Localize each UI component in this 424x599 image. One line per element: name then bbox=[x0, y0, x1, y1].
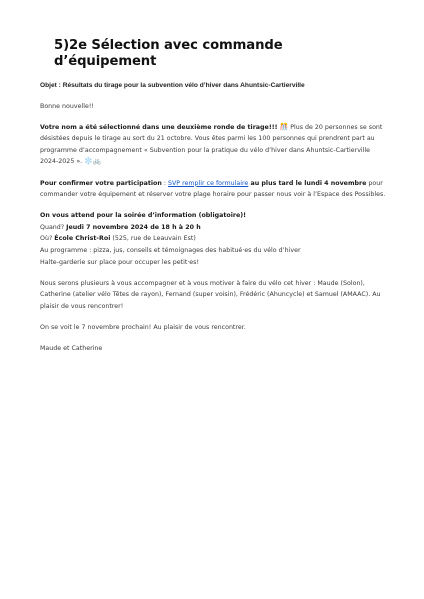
where-value: École Christ-Roi bbox=[54, 235, 111, 243]
form-link[interactable]: SVP remplir ce formulaire bbox=[167, 179, 249, 187]
info-session-heading: On vous attend pour la soirée d’information (obligatoire)! bbox=[40, 212, 246, 220]
confirmation-paragraph bbox=[40, 178, 386, 201]
deadline-text: au plus tard le lundi 4 novembre bbox=[248, 179, 367, 187]
confirmation-details: pour commander votre équipement et réserver votre plage horaire pour passer nous voir à l’Espace des Possibles. bbox=[40, 179, 386, 199]
where-address: (525, rue de Leauvain Est) bbox=[110, 235, 196, 243]
where-label: Où? bbox=[40, 235, 55, 243]
confirmation-label: Pour confirmer votre participation bbox=[40, 179, 162, 187]
greeting: Bonne nouvelle!! bbox=[40, 102, 94, 110]
bicycle-icon: 🚲 bbox=[92, 157, 102, 166]
signature: Maude et Catherine bbox=[40, 345, 103, 353]
selection-paragraph bbox=[40, 122, 386, 168]
team-paragraph: Nous serons plusieurs à vous accompagner et à vous motiver à faire du vélo cet hiver : Maude (Solon), Catherine (atelier vélo Têtes de rayon), Fernand (super voisin), Frédéric (Ahuncycle) et Samuel (AMAAC). Au plaisir de vous rencontrer! bbox=[40, 279, 381, 310]
program-line: Au programme : pizza, jus, conseils et témoignages des habitué·es du vélo d’hiver bbox=[40, 247, 301, 255]
email-subject: Objet : Résultats du tirage pour la subvention vélo d’hiver dans Ahuntsic-Cartierville bbox=[40, 82, 305, 89]
selection-announcement: Votre nom a été sélectionné dans une deuxième ronde de tirage!!! bbox=[40, 123, 278, 131]
confirmation-separator: : bbox=[161, 179, 168, 187]
daycare-line: Halte-garderie sur place pour occuper les petit·es! bbox=[40, 258, 199, 266]
selection-details: Plus de 20 personnes se sont désistées depuis le tirage au sort du 21 octobre. Vous êtes parmi les 100 personnes qui prendrent part au programme d’accompagnement « Subvention pour la pratique du vélo d’hiver dans Ahuntsic-Cartierville 2024-2025 ». bbox=[40, 123, 383, 166]
page-title: 5)2e Sélection avec commande d’équipement bbox=[54, 38, 283, 69]
snowflake-icon: ❄️ bbox=[84, 157, 93, 166]
info-session-block bbox=[40, 210, 386, 268]
when-value: Jeudi 7 novembre 2024 de 18 h à 20 h bbox=[66, 223, 201, 231]
when-label: Quand? bbox=[40, 223, 67, 231]
confetti-icon: 🎊 bbox=[279, 122, 289, 131]
closing-paragraph: On se voit le 7 novembre prochain! Au plaisir de vous rencontrer. bbox=[40, 324, 246, 331]
document-page bbox=[40, 38, 386, 355]
